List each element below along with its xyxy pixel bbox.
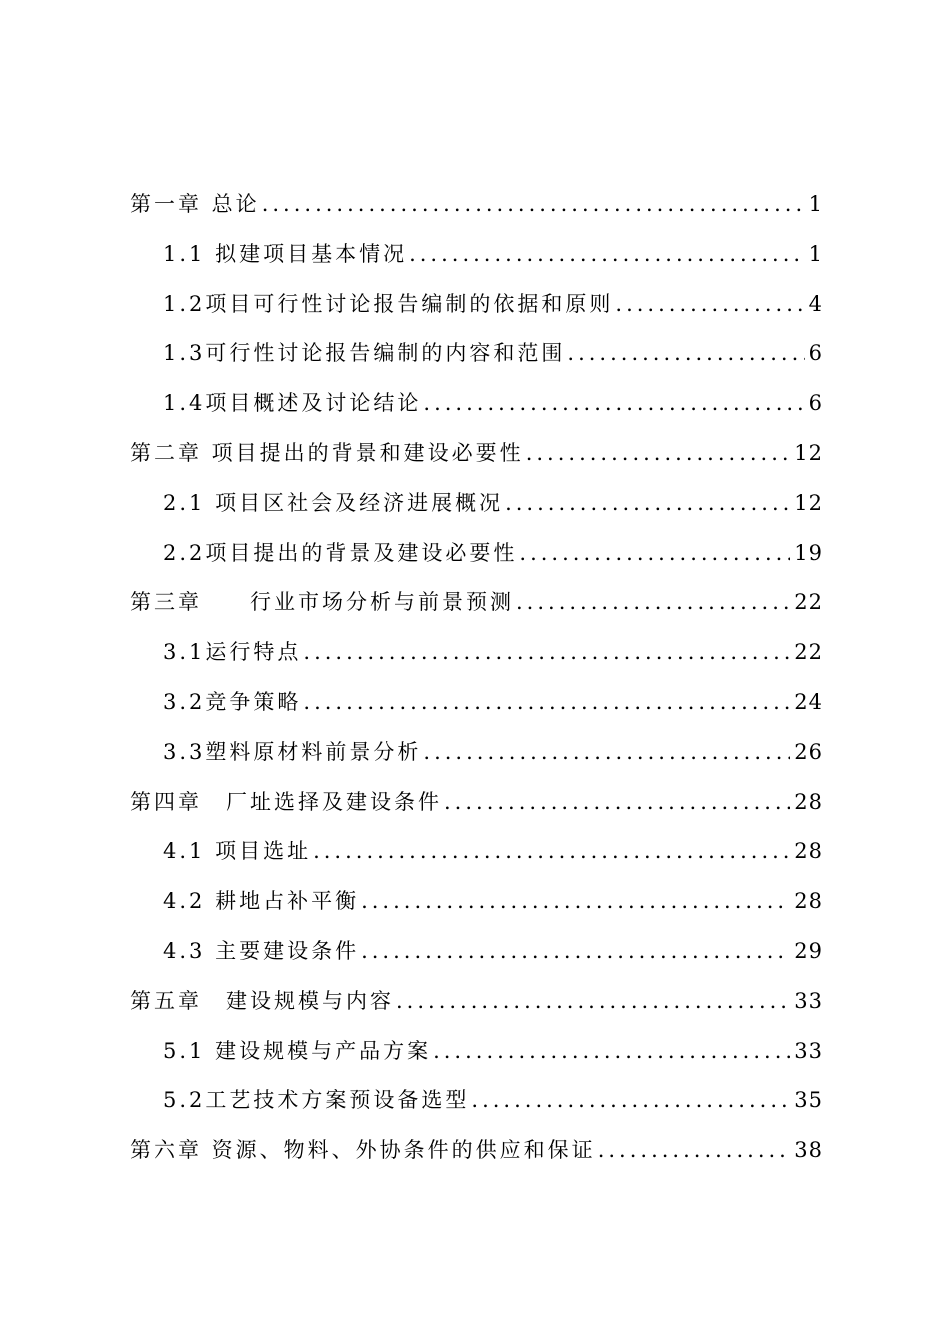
dot-leader <box>598 1138 791 1162</box>
toc-page-number: 35 <box>794 1088 823 1113</box>
dot-leader <box>361 939 790 963</box>
toc-entry-title: 1.3可行性讨论报告编制的内容和范围 <box>163 341 566 366</box>
toc-page-number: 24 <box>794 689 823 714</box>
toc-entry-title: 第二章 项目提出的背景和建设必要性 <box>130 440 524 465</box>
toc-page-number: 22 <box>794 590 823 615</box>
dot-leader <box>423 391 804 415</box>
toc-entry-title: 1.2项目可行性讨论报告编制的依据和原则 <box>163 291 614 316</box>
table-of-contents <box>130 188 823 1184</box>
toc-entry-chapter-1[interactable] <box>130 188 823 238</box>
dot-leader <box>516 590 790 614</box>
dot-leader <box>303 690 790 714</box>
toc-page-number: 33 <box>794 988 823 1013</box>
dot-leader <box>303 640 790 664</box>
toc-entry-section-5-1[interactable] <box>130 1035 823 1085</box>
toc-entry-section-1-3[interactable] <box>130 337 823 387</box>
toc-entry-section-2-1[interactable] <box>130 487 823 537</box>
dot-leader <box>313 839 790 863</box>
toc-page-number: 28 <box>794 889 823 914</box>
toc-entry-section-1-2[interactable] <box>130 288 823 338</box>
toc-entry-title: 第三章 行业市场分析与前景预测 <box>130 590 514 615</box>
toc-entry-title: 5.2工艺技术方案预设备选型 <box>163 1088 470 1113</box>
toc-entry-section-4-2[interactable] <box>130 885 823 935</box>
toc-entry-title: 1.1 拟建项目基本情况 <box>163 241 408 266</box>
toc-entry-section-1-1[interactable] <box>130 238 823 288</box>
toc-entry-title: 3.2竞争策略 <box>163 689 302 714</box>
toc-page-number: 26 <box>794 739 823 764</box>
toc-entry-section-1-4[interactable] <box>130 387 823 437</box>
toc-entry-title: 3.1运行特点 <box>163 640 302 665</box>
toc-page-number: 19 <box>794 540 823 565</box>
toc-entry-title: 1.4项目概述及讨论结论 <box>163 391 422 416</box>
dot-leader <box>519 541 790 565</box>
toc-entry-title: 第六章 资源、物料、外协条件的供应和保证 <box>130 1138 596 1163</box>
toc-page-number: 6 <box>808 391 823 416</box>
toc-page-number: 6 <box>808 341 823 366</box>
toc-page-number: 38 <box>794 1138 823 1163</box>
toc-entry-title: 第五章 建设规模与内容 <box>130 988 394 1013</box>
toc-entry-title: 4.1 项目选址 <box>163 839 312 864</box>
toc-entry-chapter-6[interactable] <box>130 1134 823 1184</box>
toc-page-number: 1 <box>808 192 823 216</box>
toc-page-number: 29 <box>794 938 823 963</box>
toc-page-number: 28 <box>794 839 823 864</box>
toc-entry-chapter-4[interactable] <box>130 786 823 836</box>
toc-entry-section-2-2[interactable] <box>130 537 823 587</box>
toc-entry-title: 3.3塑料原材料前景分析 <box>163 739 422 764</box>
toc-entry-chapter-5[interactable] <box>130 985 823 1035</box>
dot-leader <box>409 242 805 266</box>
toc-entry-chapter-3[interactable] <box>130 586 823 636</box>
toc-page-number: 1 <box>808 241 823 266</box>
toc-entry-title: 5.1 建设规模与产品方案 <box>163 1038 432 1063</box>
toc-page-number: 33 <box>794 1038 823 1063</box>
toc-entry-section-3-3[interactable] <box>130 736 823 786</box>
toc-page-number: 22 <box>794 640 823 665</box>
toc-page-number: 4 <box>808 291 823 316</box>
dot-leader <box>433 1039 790 1063</box>
toc-entry-section-5-2[interactable] <box>130 1084 823 1134</box>
dot-leader <box>471 1088 790 1112</box>
dot-leader <box>615 292 804 316</box>
dot-leader <box>396 989 790 1013</box>
toc-page-number: 28 <box>794 789 823 814</box>
toc-page-number: 12 <box>794 440 823 465</box>
toc-page-number: 12 <box>794 490 823 515</box>
toc-entry-chapter-2[interactable] <box>130 437 823 487</box>
toc-entry-title: 2.2项目提出的背景及建设必要性 <box>163 540 518 565</box>
toc-entry-title: 第一章 总论 <box>130 192 260 216</box>
toc-entry-section-4-1[interactable] <box>130 835 823 885</box>
toc-entry-title: 2.1 项目区社会及经济进展概况 <box>163 490 504 515</box>
toc-entry-section-3-1[interactable] <box>130 636 823 686</box>
dot-leader <box>505 491 790 515</box>
toc-entry-title: 第四章 厂址选择及建设条件 <box>130 789 442 814</box>
toc-entry-title: 4.3 主要建设条件 <box>163 938 360 963</box>
dot-leader <box>526 441 791 465</box>
dot-leader <box>567 341 804 365</box>
toc-entry-section-3-2[interactable] <box>130 686 823 736</box>
dot-leader <box>262 192 805 216</box>
dot-leader <box>361 889 790 913</box>
toc-entry-section-4-3[interactable] <box>130 935 823 985</box>
toc-entry-title: 4.2 耕地占补平衡 <box>163 889 360 914</box>
dot-leader <box>423 740 790 764</box>
dot-leader <box>444 790 790 814</box>
